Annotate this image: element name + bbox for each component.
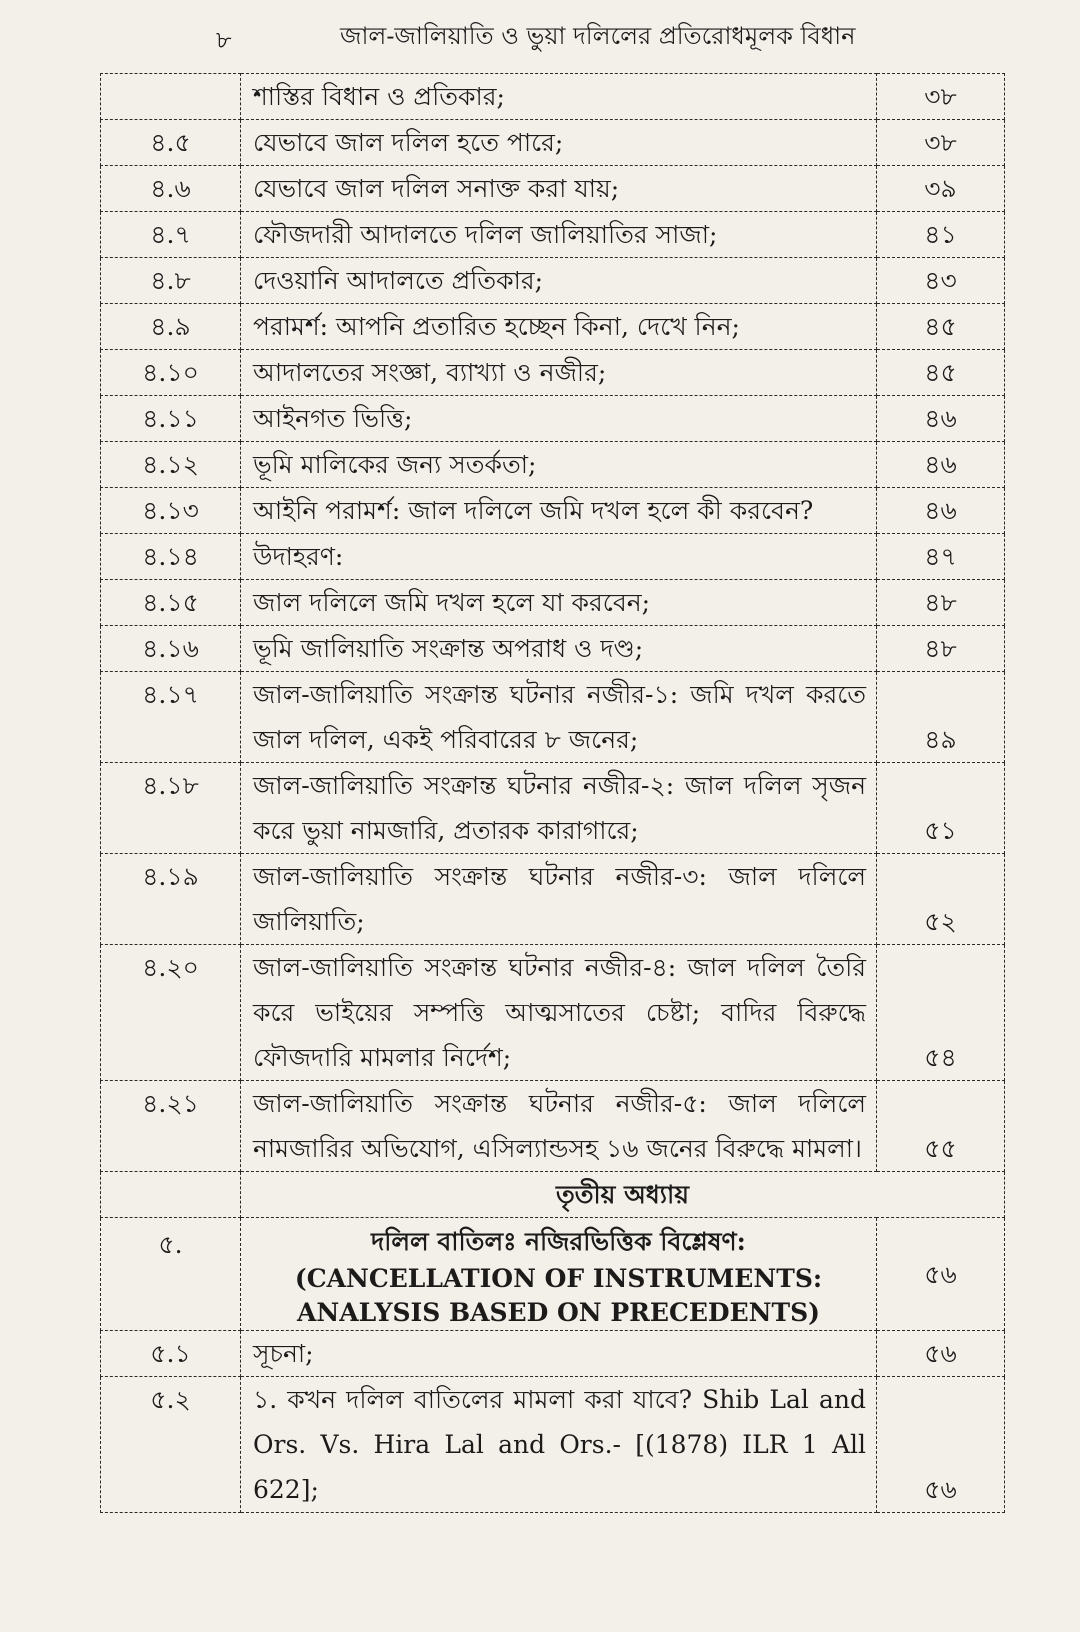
section-title: ভূমি জালিয়াতি সংক্রান্ত অপরাধ ও দণ্ড;: [241, 626, 877, 672]
table-row: [101, 74, 1005, 120]
table-row: [101, 626, 1005, 672]
page-reference: ৪৫: [877, 304, 1005, 350]
page-reference: ৪৮: [877, 580, 1005, 626]
table-row: [101, 580, 1005, 626]
page-reference: ৪৬: [877, 396, 1005, 442]
table-row: [101, 304, 1005, 350]
page-reference: ৩৯: [877, 166, 1005, 212]
section-number: ৪.১৩: [101, 488, 241, 534]
section-number: ৫.: [101, 1218, 241, 1331]
table-row: [101, 120, 1005, 166]
table-row: [101, 350, 1005, 396]
table-row: [101, 488, 1005, 534]
section-title: জাল দলিলে জমি দখল হলে যা করবেন;: [241, 580, 877, 626]
section-number: [101, 74, 241, 120]
page-reference: ৪৮: [877, 626, 1005, 672]
chapter-heading-spacer: [101, 1172, 241, 1218]
page-reference: ৫৪: [877, 945, 1005, 1081]
section-title: জাল-জালিয়াতি সংক্রান্ত ঘটনার নজীর-৫: জাল দলিলে নামজারির অভিযোগ, এসিল্যান্ডসহ ১৬ জনের বিরুদ্ধে মামলা।: [241, 1081, 877, 1172]
section-title: আইনি পরামর্শ: জাল দলিলে জমি দখল হলে কী করবেন?: [241, 488, 877, 534]
section-title: ১. কখন দলিল বাতিলের মামলা করা যাবে? Shib Lal and Ors. Vs. Hira Lal and Ors.- [(1878) ILR 1 All 622];: [241, 1377, 877, 1513]
section-number: ৪.৬: [101, 166, 241, 212]
section-title: ভূমি মালিকের জন্য সতর্কতা;: [241, 442, 877, 488]
table-row: [101, 672, 1005, 763]
section-number: ৪.১৬: [101, 626, 241, 672]
section-title: জাল-জালিয়াতি সংক্রান্ত ঘটনার নজীর-৪: জাল দলিল তৈরি করে ভাইয়ের সম্পত্তি আত্মসাতের চেষ্টা; বাদির বিরুদ্ধে ফৌজদারি মামলার নির্দেশ;: [241, 945, 877, 1081]
table-row: [101, 945, 1005, 1081]
table-row: [101, 396, 1005, 442]
running-title: জাল-জালিয়াতি ও ভুয়া দলিলের প্রতিরোধমূলক বিধান: [340, 22, 856, 50]
page-number: ৮: [216, 26, 232, 54]
section-heading-bengali: দলিল বাতিলঃ নজিরভিত্তিক বিশ্লেষণ:: [371, 1227, 746, 1256]
table-row: [101, 1377, 1005, 1513]
table-row: [101, 442, 1005, 488]
page-reference: ৪১: [877, 212, 1005, 258]
table-row: [101, 258, 1005, 304]
section-number: ৪.১৪: [101, 534, 241, 580]
page-reference: ৫৬: [877, 1218, 1005, 1331]
section-title: জাল-জালিয়াতি সংক্রান্ত ঘটনার নজীর-১: জমি দখল করতে জাল দলিল, একই পরিবারের ৮ জনের;: [241, 672, 877, 763]
table-of-contents: [100, 73, 1005, 1513]
section-title: পরামর্শ: আপনি প্রতারিত হচ্ছেন কিনা, দেখে নিন;: [241, 304, 877, 350]
chapter-heading: তৃতীয় অধ্যায়: [241, 1172, 1005, 1218]
page-reference: ৪৬: [877, 488, 1005, 534]
section-number: ৪.১১: [101, 396, 241, 442]
table-row: [101, 763, 1005, 854]
table-row: [101, 166, 1005, 212]
section-heading-english-line-1: (CANCELLATION OF INSTRUMENTS:: [294, 1264, 823, 1293]
section-number: ৪.৫: [101, 120, 241, 166]
section-number: ৫.১: [101, 1331, 241, 1377]
page-reference: ৪৬: [877, 442, 1005, 488]
page-reference: ৫৫: [877, 1081, 1005, 1172]
section-number: ৪.৭: [101, 212, 241, 258]
section-number: ৪.১৫: [101, 580, 241, 626]
section-number: ৪.৮: [101, 258, 241, 304]
section-title: দেওয়ানি আদালতে প্রতিকার;: [241, 258, 877, 304]
section-title: সূচনা;: [241, 1331, 877, 1377]
page-reference: ৪৫: [877, 350, 1005, 396]
page-reference: ৪৩: [877, 258, 1005, 304]
page-reference: ৪৭: [877, 534, 1005, 580]
section-title: আদালতের সংজ্ঞা, ব্যাখ্যা ও নজীর;: [241, 350, 877, 396]
section-title: শাস্তির বিধান ও প্রতিকার;: [241, 74, 877, 120]
section-title: উদাহরণ:: [241, 534, 877, 580]
section-number: ৪.১৯: [101, 854, 241, 945]
section-number: ৪.১২: [101, 442, 241, 488]
section-number: ৪.৯: [101, 304, 241, 350]
table-row: [101, 212, 1005, 258]
section-title: যেভাবে জাল দলিল সনাক্ত করা যায়;: [241, 166, 877, 212]
section-heading-english-line-2: ANALYSIS BASED ON PRECEDENTS): [297, 1298, 820, 1327]
section-heading: [241, 1218, 877, 1331]
section-title: জাল-জালিয়াতি সংক্রান্ত ঘটনার নজীর-২: জাল দলিল সৃজন করে ভুয়া নামজারি, প্রতারক কারাগারে;: [241, 763, 877, 854]
section-title: আইনগত ভিত্তি;: [241, 396, 877, 442]
page-reference: ৩৮: [877, 120, 1005, 166]
page-reference: ৫৬: [877, 1331, 1005, 1377]
section-number: ৪.২০: [101, 945, 241, 1081]
section-title: ফৌজদারী আদালতে দলিল জালিয়াতির সাজা;: [241, 212, 877, 258]
page-reference: ৫১: [877, 763, 1005, 854]
table-row: [101, 854, 1005, 945]
section-number: ৫.২: [101, 1377, 241, 1513]
chapter-heading-row: [101, 1172, 1005, 1218]
table-row: [101, 1331, 1005, 1377]
section-heading-row: [101, 1218, 1005, 1331]
page-reference: ৪৯: [877, 672, 1005, 763]
section-number: ৪.১৮: [101, 763, 241, 854]
page-reference: ৫৬: [877, 1377, 1005, 1513]
page-reference: ৫২: [877, 854, 1005, 945]
table-row: [101, 1081, 1005, 1172]
page-header: [0, 0, 1080, 70]
section-title: জাল-জালিয়াতি সংক্রান্ত ঘটনার নজীর-৩: জাল দলিলে জালিয়াতি;: [241, 854, 877, 945]
section-number: ৪.২১: [101, 1081, 241, 1172]
section-number: ৪.১৭: [101, 672, 241, 763]
section-title: যেভাবে জাল দলিল হতে পারে;: [241, 120, 877, 166]
page-reference: ৩৮: [877, 74, 1005, 120]
section-number: ৪.১০: [101, 350, 241, 396]
table-row: [101, 534, 1005, 580]
